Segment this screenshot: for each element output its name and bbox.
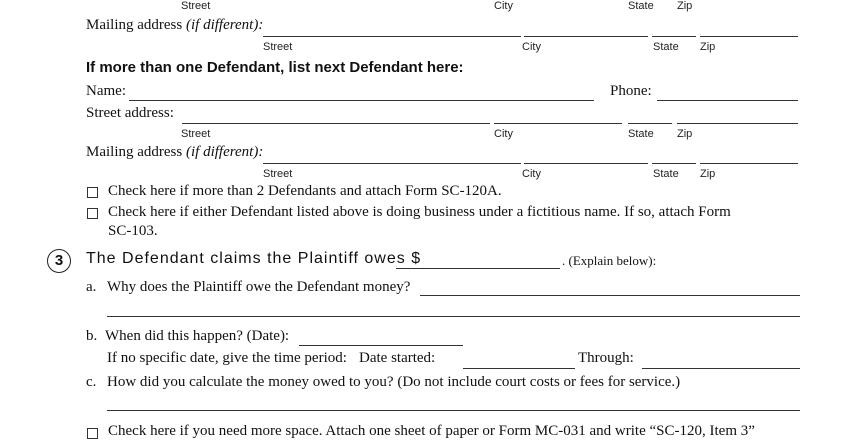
city-sublabel: City <box>522 168 541 180</box>
mailing-city-field[interactable] <box>524 36 648 37</box>
second-defendant-heading: If more than one Defendant, list next Defendant here: <box>86 59 464 76</box>
mailing-state-field[interactable] <box>652 36 696 37</box>
city-sublabel: City <box>522 41 541 53</box>
item-b-date-field[interactable] <box>299 345 463 346</box>
item-a-question: Why does the Plaintiff owe the Defendant money? <box>107 279 411 295</box>
street-address-city-field[interactable] <box>494 123 622 124</box>
mailing-address-label <box>86 17 263 34</box>
street-address-zip-field[interactable] <box>677 123 798 124</box>
item-a-answer-field-2[interactable] <box>107 316 800 317</box>
zip-sublabel: Zip <box>700 41 716 53</box>
item-b-question: When did this happen? (Date): <box>105 328 290 344</box>
zip-sublabel: Zip <box>677 128 693 140</box>
mailing2-zip-field[interactable] <box>700 163 798 164</box>
more-space-checkbox[interactable] <box>87 428 98 439</box>
if-different-text: (if different): <box>185 17 264 33</box>
city-sublabel: City <box>494 128 513 140</box>
mailing-zip-field[interactable] <box>700 36 798 37</box>
claim-amount-field[interactable] <box>396 268 560 269</box>
street-address-street-field[interactable] <box>182 123 490 124</box>
state-sublabel: State <box>653 168 679 180</box>
phone-field[interactable] <box>657 100 798 101</box>
more-space-label: Check here if you need more space. Attach one sheet of paper or Form MC-031 and write “SC-120, Item 3” <box>108 423 755 439</box>
street-sublabel: Street <box>263 41 293 53</box>
mailing2-state-field[interactable] <box>652 163 696 164</box>
state-sublabel: State <box>628 128 654 140</box>
explain-below-label: . (Explain below): <box>562 253 657 268</box>
fictitious-name-checkbox[interactable] <box>87 208 98 219</box>
mailing-label-text: Mailing address <box>86 144 183 160</box>
more-defendants-label: Check here if more than 2 Defendants and attach Form SC-120A. <box>108 183 502 199</box>
item-a-letter: a. <box>86 279 97 295</box>
date-started-label: Date started: <box>359 350 436 366</box>
through-field[interactable] <box>642 368 800 369</box>
mailing-street-field[interactable] <box>263 36 521 37</box>
city-sublabel: City <box>494 0 513 12</box>
state-sublabel: State <box>653 41 679 53</box>
street-address-state-field[interactable] <box>628 123 672 124</box>
street-sublabel: Street <box>263 168 293 180</box>
street-address-label: Street address: <box>86 105 174 121</box>
item-b-letter: b. <box>86 328 98 344</box>
street-sublabel: Street <box>181 128 211 140</box>
item-c-answer-field[interactable] <box>107 410 800 411</box>
item-c-letter: c. <box>86 374 97 390</box>
street-sublabel: Street <box>181 0 211 12</box>
zip-sublabel: Zip <box>677 0 693 12</box>
name-field[interactable] <box>129 100 594 101</box>
mailing-address-label-2 <box>86 144 263 161</box>
date-started-field[interactable] <box>463 368 575 369</box>
fictitious-name-label-line1: Check here if either Defendant listed above is doing business under a fictitious name. If so, attach Form <box>108 204 731 220</box>
through-label: Through: <box>578 350 634 366</box>
state-sublabel: State <box>628 0 654 12</box>
if-different-text: (if different): <box>185 144 264 160</box>
item-b-period-label: If no specific date, give the time period: <box>107 350 347 366</box>
zip-sublabel: Zip <box>700 168 716 180</box>
name-label: Name: <box>86 83 126 99</box>
mailing2-street-field[interactable] <box>263 163 521 164</box>
item-c-question: How did you calculate the money owed to you? (Do not include court costs or fees for service.) <box>107 374 681 390</box>
section-number-badge: 3 <box>47 249 71 273</box>
claim-heading: The Defendant claims the Plaintiff owes $ <box>86 250 422 267</box>
item-a-answer-field-1[interactable] <box>420 295 800 296</box>
phone-label: Phone: <box>610 83 652 99</box>
fictitious-name-label-line2: SC-103. <box>108 223 158 239</box>
more-defendants-checkbox[interactable] <box>87 187 98 198</box>
mailing-label-text: Mailing address <box>86 17 183 33</box>
mailing2-city-field[interactable] <box>524 163 648 164</box>
